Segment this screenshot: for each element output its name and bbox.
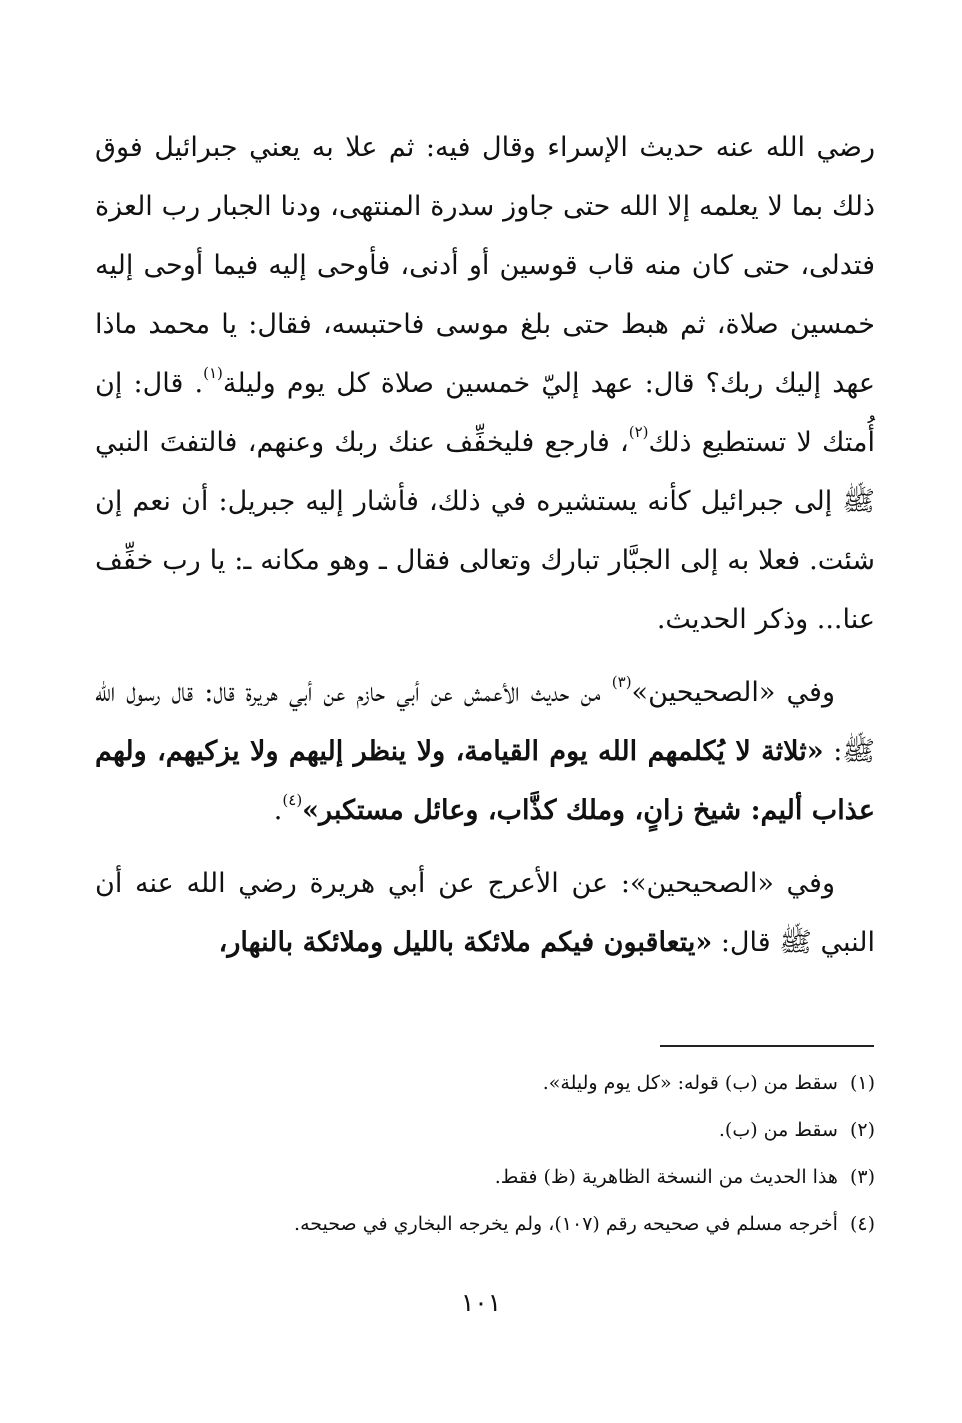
- paragraph-1: [95, 118, 875, 649]
- paragraph-1-text-a: رضي الله عنه حديث الإسراء وقال فيه: ثم علا به يعني جبرائيل فوق ذلك بما لا يعلمه إلا الله حتى جاوز سدرة المنتهى، ودنا الجبار رب العزة فتدلى، حتى كان منه قاب قوسين أو أدنى، فأوحى إليه فيما أوحى إليه خمسين صلاة، ثم هبط حتى بلغ موسى فاحتبسه، فقال: يا محمد ماذا عهد إليك ربك؟ قال: عهد إليّ خمسين صلاة كل يوم وليلة: [95, 132, 875, 399]
- footnote-1-text: سقط من (ب) قوله: «كل يوم وليلة».: [542, 1072, 838, 1094]
- footnotes: [95, 1060, 875, 1248]
- footnote-2-text: سقط من (ب).: [718, 1119, 838, 1141]
- main-text: [95, 118, 875, 972]
- hadith-quote-2: «يتعاقبون فيكم ملائكة بالليل وملائكة بالنهار،: [218, 927, 713, 958]
- footnote-4-number: (٤): [849, 1213, 875, 1235]
- footnote-ref-3: (٣): [611, 673, 632, 691]
- footnote-4-text: أخرجه مسلم في صحيحه رقم (١٠٧)، ولم يخرجه البخاري في صحيحه.: [294, 1213, 838, 1235]
- paragraph-2-text-c: .: [273, 795, 283, 826]
- footnote-divider: [660, 1045, 874, 1047]
- paragraph-2-text-a: وفي «الصحيحين»: [631, 677, 836, 708]
- footnote-3-text: هذا الحديث من النسخة الظاهرية (ظ) فقط.: [494, 1166, 838, 1188]
- footnote-2: [95, 1107, 875, 1154]
- footnote-1: [95, 1060, 875, 1107]
- paragraph-3-text-a: وفي «الصحيحين»: عن الأعرج عن أبي هريرة رضي الله عنه أن النبي ﷺ قال:: [95, 868, 875, 958]
- paragraph-2: [95, 663, 875, 840]
- hadith-quote-1: «ثلاثة لا يُكلمهم الله يوم القيامة، ولا ينظر إليهم ولا يزكيهم، ولهم عذاب أليم: شيخ زانٍ، وملك كذَّاب، وعائل مستكبر»: [95, 736, 875, 826]
- paragraph-1-text-b: . قال: إن أُمتك لا تستطيع ذلك: [95, 368, 875, 458]
- footnote-3-number: (٣): [849, 1166, 875, 1188]
- footnote-2-number: (٢): [849, 1119, 875, 1141]
- paragraph-1-text-c: ، فارجع فليخفِّف عنك ربك وعنهم، فالتفتَ النبي ﷺ إلى جبرائيل كأنه يستشيره في ذلك، فأشار إليه جبريل: أن نعم إن شئت. فعلا به إلى الجبَّار تبارك وتعالى فقال ـ وهو مكانه ـ: يا رب خفِّف عنا... وذكر الحديث.: [95, 427, 875, 635]
- footnote-3: [95, 1154, 875, 1201]
- footnote-4: [95, 1201, 875, 1248]
- footnote-1-number: (١): [849, 1072, 875, 1094]
- page-number: ١٠١: [460, 1288, 502, 1317]
- paragraph-3: [95, 854, 875, 972]
- footnote-ref-4: (٤): [282, 791, 303, 809]
- footnote-ref-2: (٢): [628, 423, 649, 441]
- footnote-ref-1: (١): [203, 364, 223, 382]
- paragraph-2-text-b: من حديث الأعمش عن أبي حازم عن أبي هريرة قال: قال رسول الله ﷺ:: [95, 677, 875, 767]
